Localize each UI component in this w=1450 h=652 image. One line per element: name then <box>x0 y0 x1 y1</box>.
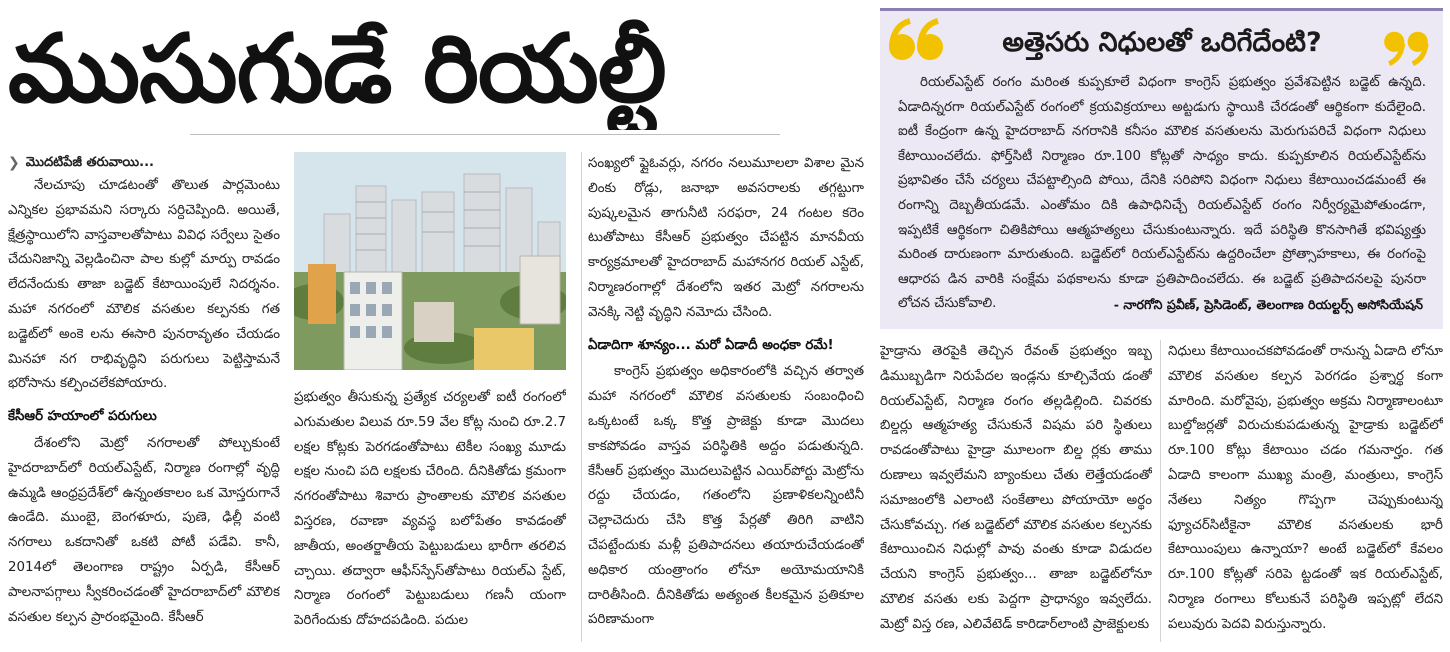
close-quote-icon <box>1378 25 1434 67</box>
box-title: అత్తెసరు నిధులతో ఒరిగేదేంటి? <box>1002 27 1322 58</box>
paragraph: నేలచూపు చూడటంతో తొలుత పార్లమెంటు ఎన్నికల ప్రభావమని సర్కారు సర్దిచెప్పింది. అయితే, క్షేత్రస్థాయిలోని వాస్తవాలతోపాటు వివిధ సర్వేలు సైతం చేదునిజాన్ని వెల్లడించినా పాల కుల్లో మార్పు రావడం లేదనేందుకు తాజా బడ్జెట్ కేటాయింపులే నిదర్శనం. మహా నగరంలో మౌలిక వసతుల కల్పనకు గత బడ్జెట్‌లో అంకె లను ఈసారి పునరావృతం చేయడం మినహా నగ రాభివృద్ధిని పరుగులు పెట్టిస్తామనే భరోసాను కల్పించలేకపోయారు. <box>8 178 280 392</box>
column-1 <box>8 152 280 642</box>
open-quote-icon <box>886 17 946 67</box>
chevron-right-icon: ❯ <box>8 154 20 171</box>
headline: ముసుగుడే రియల్టీ <box>8 15 666 124</box>
paragraph: సంఖ్యలో ఫ్లైఓవర్లు, నగరం నలుమూలలా విశాల మైన లింకు రోడ్లు, జనాభా అవసరాలకు తగ్గట్టుగా పుష్కలమైన తాగునీటి సరఫరా, 24 గంటల కరెం టుతోపాటు కేసీఆర్ ప్రభుత్వం చేపట్టిన మానవీయ కార్యక్రమాలతో హైదరాబాద్ మహానగర రియల్ ఎస్టేట్, నిర్మాణరంగాల్లో దేశంలోని ఇతర మెట్రో నగరాలను వెనక్కి నెట్టి వృద్ధిని నమోదు చేసింది. <box>588 156 864 320</box>
paragraph: ప్రభుత్వం తీసుకున్న ప్రత్యేక చర్యలతో ఐటీ రంగంలో ఎగుమతుల విలువ రూ.59 వేల కోట్ల నుంచి రూ.2.7 లక్షల కోట్లకు పెరగడంతోపాటు టెకీల సంఖ్య మూడు లక్షల నుంచి పది లక్షలకు చేరింది. దీనికితోడు క్రమంగా నగరంతోపాటు శివారు ప్రాంతాలకు మౌలిక వసతుల విస్తరణ, రవాణా వ్యవస్థ బలోపేతం కావడంతో జాతీయ, అంతర్జాతీయ పెట్టుబడులు భారీగా తరలివ చ్చాయి. తద్వారా ఆఫీస్‌స్పేస్‌తోపాటు రియల్ఎ స్టేట్, నిర్మాణ రంగంలో పెట్టుబడులు గణనీ యంగా పెరిగేందుకు దోహదపడింది. పదుల <box>294 390 566 629</box>
headline-rule <box>190 134 780 135</box>
byline: - నారగోని ప్రవీణ్, ప్రెసిడెంట్, తెలంగాణ రియల్టర్స్ అసోసియేషన్ <box>1113 297 1423 312</box>
paragraph: రియల్ఎస్టేట్ రంగం మరింత కుప్పకూలే విధంగా కాంగ్రెస్ ప్రభుత్వం ప్రవేశపెట్టిన బడ్జెట్ ఉన్నది. ఏడాదిన్నరగా రియల్ఎస్టేట్ రంగంలో క్రయవిక్రయాలు అట్టడుగు స్థాయికి చేరడంతో ఆర్థికంగా కుదేలైంది. ఐటీ కేంద్రంగా ఉన్న హైదరాబాద్ నగరానికి కనీసం మౌలిక వసతులను మెరుగుపరిచే విధంగా నిధులు కేటాయించలేదు. ఫోర్త్‌సిటీ నిర్మాణం రూ.100 కోట్లతో సాధ్యం కాదు. కుప్పకూలిన రియల్ఎస్టేట్‌ను ప్రభావితం చేసే చర్యలు చేపట్టాల్సింది పోయి, దేనికి సరిపోని విధంగా నిధులు కేటాయించడమంటే ఈ రంగాన్ని దెబ్బతీయడమే. ఎంతోమం దికి ఉపాధినిచ్చే రియల్ఎస్టేట్ రంగం నిర్వీర్యమైపోతుండగా, ఇప్పటికే ఆర్థికంగా చితికిపోయి ఆత్మహత్యలు చేసుకుంటున్నారు. ఇదే పరిస్థితి కొనసాగితే భవిష్యత్తు మరింత దారుణంగా మారుతుంది. బడ్జెట్‌లో రియల్ఎస్టేట్‌ను ఉద్దరించేలా ప్రోత్సాహకాలు, ఈ రంగంపై ఆధారప డిన వారికి సంక్షేమ పథకాలను కూడా ప్రతిపాదించలేదు. ఈ బడ్జెట్ ప్రతిపాదనలపై పునరా లోచన చేసుకోవాలి. <box>898 75 1426 312</box>
box-body <box>898 71 1426 317</box>
paragraph: దేశంలోని మెట్రో నగరాలతో పోల్చుకుంటే హైదరాబాద్‌లో రియల్ఎస్టేట్, నిర్మాణ రంగాల్లో వృద్ధి ఉమ్మడి ఆంధ్రప్రదేశ్‌లో ఉన్నంతకాలం ఒక మోస్తరుగానే ఉండేది. ముంబై, బెంగళూరు, పుణె, ఢిల్లీ వంటి నగరాలు ఒకదానితో ఒకటి పోటీ పడేవి. కానీ, 2014లో తెలంగాణ రాష్ట్రం ఏర్పడి, కేసీఆర్ పాలనాపగ్గాలు స్వీకరించడంతో హైదరాబాద్‌లో మౌలిక వసతుల కల్పన ప్రారంభమైంది. కేసీఆర్ <box>8 435 280 625</box>
column-divider <box>1160 340 1161 642</box>
city-skyline-photo <box>294 152 566 370</box>
quote-box <box>880 8 1443 329</box>
column-3 <box>588 152 864 642</box>
kicker-text: మొదటిపేజీ తరువాయి... <box>25 154 154 170</box>
column-4 <box>880 340 1152 642</box>
column-2 <box>294 386 566 642</box>
column-5 <box>1168 340 1443 642</box>
paragraph: హైడ్రాను తెరపైకి తెచ్చిన రేవంత్ ప్రభుత్వం ఇబ్బ డిముబ్బడిగా నిరుపేదల ఇండ్లను కూల్చివేయ డంతో రియల్ఎస్టేట్, నిర్మాణ రంగం తల్లడిల్లింది. చివరకు బిల్డర్లు ఆత్మహత్య చేసుకునే విషమ పరి స్థితులు రావడంతోపాటు హైడ్రా మూలంగా బిల్డ ర్లకు తాము రుణాలు ఇవ్వలేమని బ్యాంకులు చేతు లెత్తేయడంతో సమాజంలోకి ఎలాంటి సంకేతాలు పోయాయో అర్థం చేసుకోవచ్చు. గత బడ్జెట్‌లో మౌలిక వసతుల కల్పనకు కేటాయించిన నిధుల్లో పావు వంతు కూడా విడుదల చేయని కాంగ్రెస్ ప్రభుత్వం... తాజా బడ్జెట్‌లోనూ మౌలిక వసతు లకు పెద్దగా ప్రాధాన్యం ఇవ్వలేదు. మెట్రో విస్త రణ, ఎలివేటెడ్ కారిడార్‌లాంటి ప్రాజెక్టులకు <box>880 344 1152 632</box>
paragraph: కాంగ్రెస్ ప్రభుత్వం అధికారంలోకి వచ్చిన తర్వాత మహా నగరంలో మౌలిక వసతులకు సంబంధించి ఒక్కటంటే ఒక్క కొత్త ప్రాజెక్టు కూడా మొదలు కాకపోవడం వాస్తవ పరిస్థితికి అద్దం పడుతున్నది. కేసీఆర్ ప్రభుత్వం మొదలుపెట్టిన ఎయిర్‌పోర్టు మెట్రోను రద్దు చేయడం, గతంలోని ప్రణాళికలన్నింటినీ చెల్లాచెదురు చేసి కొత్త పేర్లతో తిరిగి వాటిని చేపట్టేందుకు మళ్లీ ప్రతిపాదనలు తయారుచేయడంతో అధికార యంత్రాంగం లోనూ అయోమయానికి దారితీసింది. దీనికితోడు అత్యంత కీలకమైన ప్రతికూల పరిణామంగా <box>588 364 864 628</box>
column-divider <box>581 152 582 642</box>
subheading: కేసీఆర్ హయాంలో పరుగులు <box>8 409 157 425</box>
kicker <box>8 152 280 174</box>
paragraph: నిధులు కేటాయించకపోవడంతో రానున్న ఏడాది లోనూ మౌలిక వసతుల కల్పన పెరగడం ప్రశ్నార్థ కంగా మారింది. మరోవైపు, ప్రభుత్వం అక్రమ నిర్మాణాలంటూ బుల్డోజర్లతో విరుచుకుపడుతున్న హైడ్రాకు బడ్జెట్‌లో రూ.100 కోట్లు కేటాయిం చడం గమనార్హం. గత ఏడాది కాలంగా ముఖ్య మంత్రి, మంత్రులు, కాంగ్రెస్ నేతలు నిత్యం గొప్పగా చెప్పుకుంటున్న ఫ్యూచర్‌సిటీకైనా మౌలిక వసతులకు భారీ కేటాయింపులు ఉన్నాయా? అంటే బడ్జెట్‌లో కేవలం రూ.100 కోట్లతో సరిపె ట్టడంతో ఇక రియల్ఎస్టేట్, నిర్మాణ రంగాలు కోలుకునే పరిస్థితి ఇప్పట్లో లేదని పలువురు పెదవి విరుస్తున్నారు. <box>1168 344 1443 632</box>
subheading: ఏడాదిగా శూన్యం... మరో ఏడాదీ అంధకా రమే! <box>588 337 834 353</box>
